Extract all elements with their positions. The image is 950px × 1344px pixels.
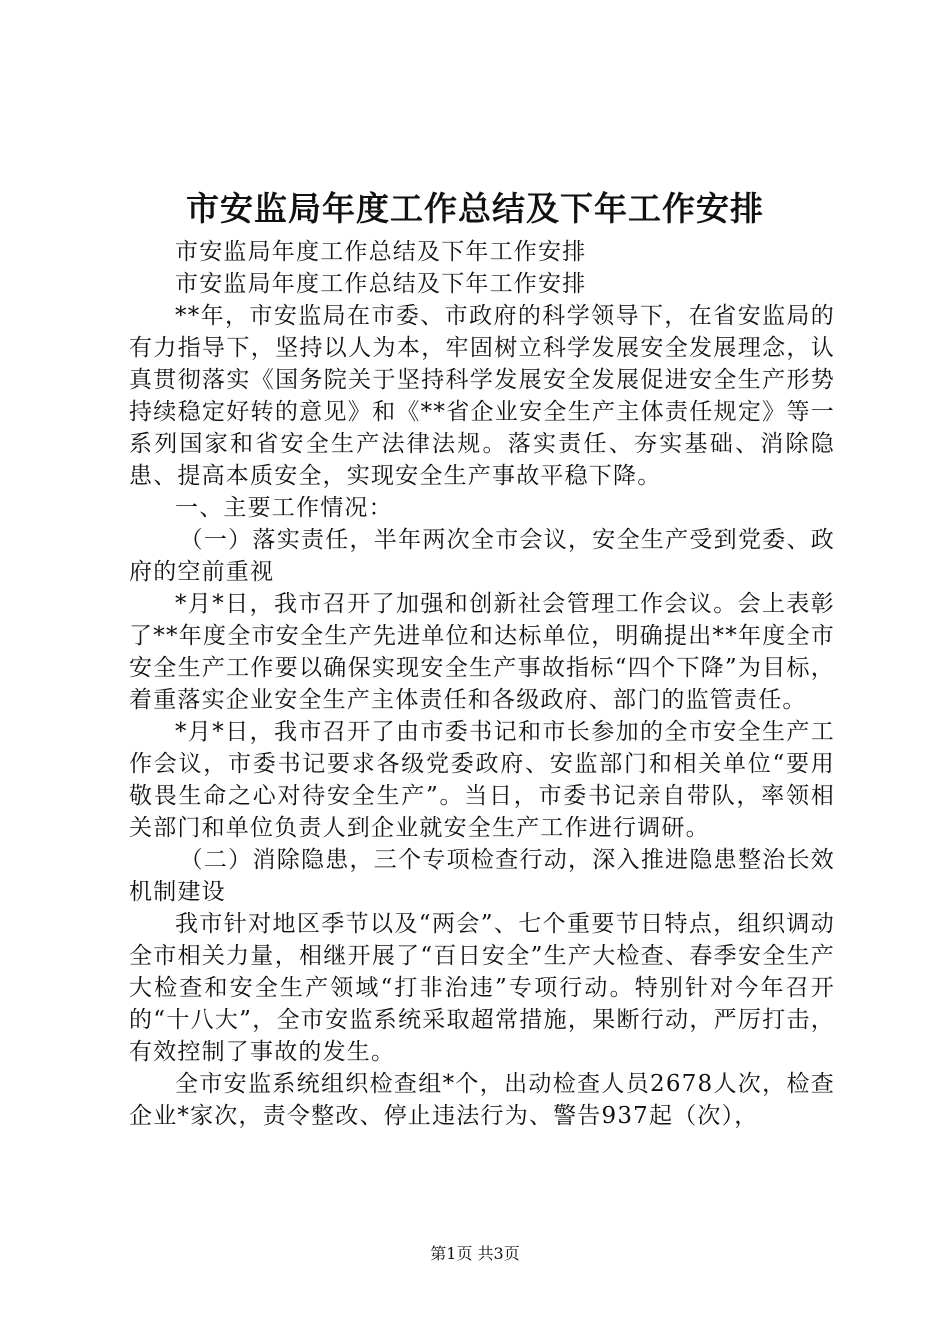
- paragraph: 市安监局年度工作总结及下年工作安排: [175, 239, 587, 265]
- section-heading: 一、主要工作情况：: [175, 495, 393, 521]
- paragraph: *月*日，我市召开了加强和创新社会管理工作会议。会上表彰了**年度全市安全生产先进单位和达标单位，明确提出**年度全市安全生产工作要以确保实现安全生产事故指标“四个下降”为目标，着重落实企业安全生产主体责任和各级政府、部门的监管责任。: [129, 591, 835, 713]
- document-body: [129, 236, 835, 1132]
- subsection-heading: （一）落实责任，半年两次全市会议，安全生产受到党委、政府的空前重视: [129, 527, 835, 585]
- paragraph: *月*日，我市召开了由市委书记和市长参加的全市安全生产工作会议，市委书记要求各级党委政府、安监部门和相关单位“要用敬畏生命之心对待安全生产”。当日，市委书记亲自带队，率领相关部门和单位负责人到企业就安全生产工作进行调研。: [129, 719, 835, 841]
- paragraph: 我市针对地区季节以及“两会”、七个重要节日特点，组织调动全市相关力量，相继开展了“百日安全”生产大检查、春季安全生产大检查和安全生产领域“打非治违”专项行动。特别针对今年召开的“十八大”，全市安监系统采取超常措施，果断行动，严厉打击，有效控制了事故的发生。: [129, 911, 835, 1065]
- paragraph: **年，市安监局在市委、市政府的科学领导下，在省安监局的有力指导下，坚持以人为本，牢固树立科学发展安全发展理念，认真贯彻落实《国务院关于坚持科学发展安全发展促进安全生产形势持续稳定好转的意见》和《**省企业安全生产主体责任规定》等一系列国家和省安全生产法律法规。落实责任、夯实基础、消除隐患、提高本质安全，实现安全生产事故平稳下降。: [129, 303, 835, 489]
- paragraph: 市安监局年度工作总结及下年工作安排: [175, 271, 587, 297]
- paragraph: 全市安监系统组织检查组*个，出动检查人员2678人次，检查企业*家次，责令整改、停止违法行为、警告937起（次），: [129, 1071, 835, 1129]
- document-title: 市安监局年度工作总结及下年工作安排: [186, 189, 764, 228]
- subsection-heading: （二）消除隐患，三个专项检查行动，深入推进隐患整治长效机制建设: [129, 847, 835, 905]
- page-number-footer: 第1页 共3页: [430, 1244, 520, 1263]
